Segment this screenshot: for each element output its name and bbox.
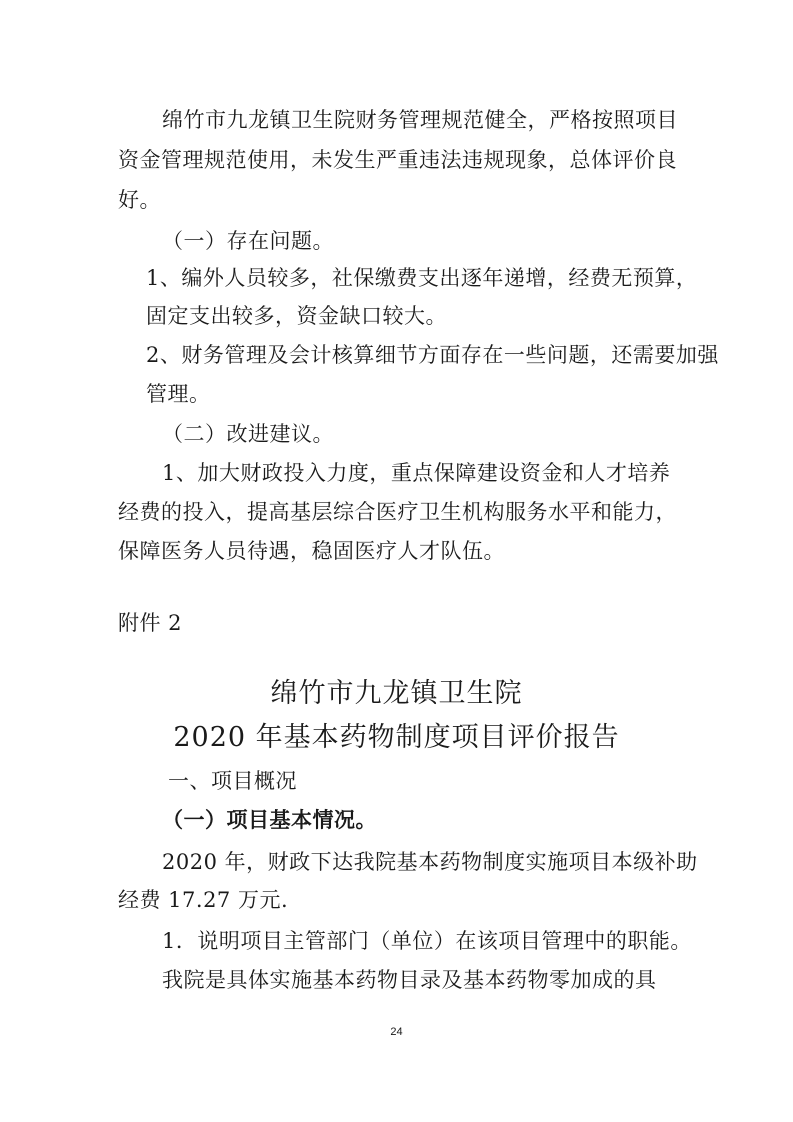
problem-item: 固定支出较多，资金缺口较大。 <box>146 304 447 328</box>
problem-item: 2、财务管理及会计核算细节方面存在一些问题，还需要加强 <box>146 343 719 367</box>
assessment-line: 资金管理规范使用，未发生严重违法违规现象，总体评价良 <box>118 148 677 172</box>
section-heading: 一、项目概况 <box>168 769 297 793</box>
problem-item: 管理。 <box>146 382 211 406</box>
subsection-heading: （一）项目基本情况。 <box>162 807 377 832</box>
assessment-line: 好。 <box>118 188 161 212</box>
report-title-line2: 2020 年基本药物制度项目评价报告 <box>173 722 620 753</box>
assessment-line: 绵竹市九龙镇卫生院财务管理规范健全，严格按照项目 <box>162 108 678 132</box>
body-line: 经费 17.27 万元. <box>118 888 289 912</box>
page-number: 24 <box>390 1026 403 1038</box>
problems-heading: （一）存在问题。 <box>162 229 334 253</box>
body-line: 我院是具体实施基本药物目录及基本药物零加成的具 <box>162 968 657 992</box>
body-line: 2020 年，财政下达我院基本药物制度实施项目本级补助 <box>162 850 698 874</box>
suggestion-line: 保障医务人员待遇，稳固医疗人才队伍。 <box>118 539 505 563</box>
suggestion-line: 经费的投入，提高基层综合医疗卫生机构服务水平和能力， <box>118 500 677 524</box>
report-title-line1: 绵竹市九龙镇卫生院 <box>270 678 523 709</box>
attachment-label: 附件 2 <box>118 611 183 635</box>
suggestion-line: 1、加大财政投入力度，重点保障建设资金和人才培养 <box>162 461 671 485</box>
suggestions-heading: （二）改进建议。 <box>162 422 334 446</box>
problem-item: 1、编外人员较多，社保缴费支出逐年递增，经费无预算， <box>146 266 698 290</box>
list-item: 1．说明项目主管部门（单位）在该项目管理中的职能。 <box>162 929 692 953</box>
